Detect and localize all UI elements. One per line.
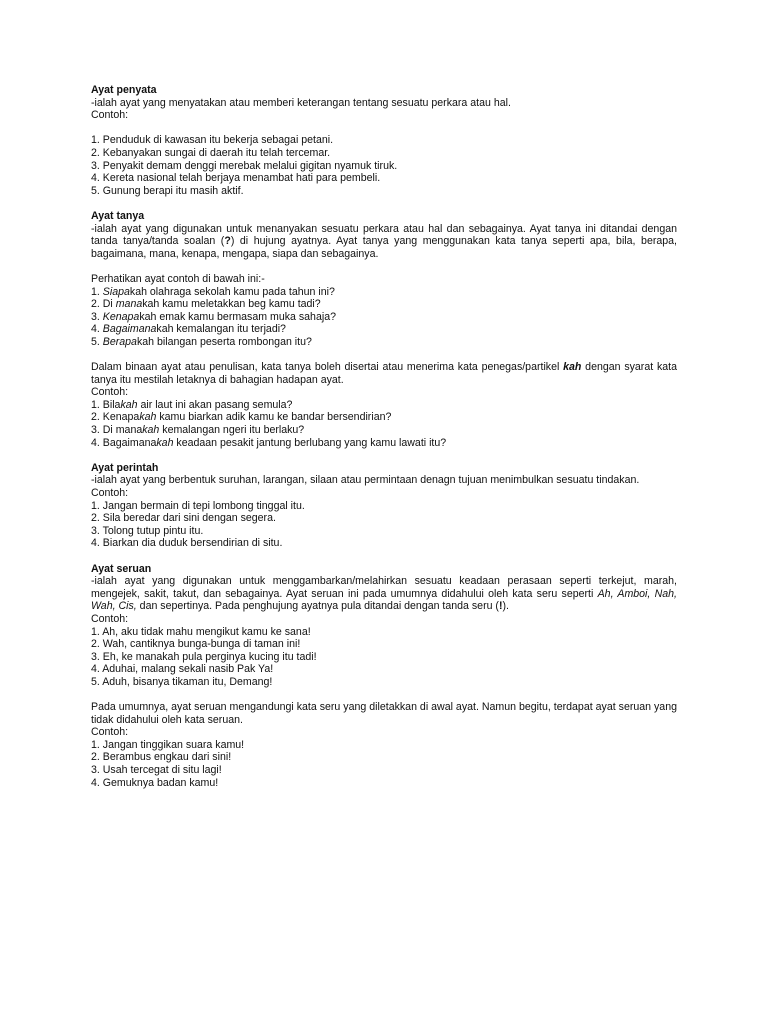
list-item: 4. Bagaimanakah kemalangan itu terjadi? xyxy=(91,323,286,336)
list-item: 1. Jangan bermain di tepi lombong tinggal itu. xyxy=(91,499,305,512)
list-item: 1. Siapakah olahraga sekolah kamu pada tahun ini? xyxy=(91,285,335,298)
list-item: 2. Di manakah kamu meletakkan beg kamu tadi? xyxy=(91,298,321,311)
question-mark: ? xyxy=(224,235,231,248)
example-list-seruan-2 xyxy=(91,739,677,789)
definition-seruan: -ialah ayat yang digunakan untuk menggambarkan/melahirkan sesuatu keadaan perasaan seperti terkejut, marah, mengejek, sakit, takut, dan sebagainya. Ayat seruan ini pada umumnya didahului oleh kata seru seperti Ah, Amboi, Nah, Wah, Cis, dan sepertinya. Pada penghujung ayatnya pula ditandai dengan tanda seru (!). xyxy=(91,575,677,613)
list-item: 4. Aduhai, malang sekali nasib Pak Ya! xyxy=(91,663,274,676)
list-item: 5. Gunung berapi itu masih aktif. xyxy=(91,184,244,197)
example-list-tanya-1 xyxy=(91,286,677,349)
definition-tanya: -ialah ayat yang digunakan untuk menanyakan sesuatu perkara atau hal dan sebagainya. Ayat tanya ini ditandai dengan tanda tanya/tanda soalan (?) di hujung ayatnya. Ayat tanya yang menggunakan kata tanya seperti apa, bila, berapa, bagaimana, mana, kenapa, mengapa, siapa dan sebagainya. xyxy=(91,222,677,260)
contoh-label: Contoh: xyxy=(91,487,129,499)
document-content xyxy=(91,84,677,789)
contoh-label: Contoh: xyxy=(91,386,129,399)
section-heading-tanya: Ayat tanya xyxy=(91,209,145,222)
list-item: 4. Biarkan dia duduk bersendirian di situ. xyxy=(91,537,283,550)
list-item: 3. Tolong tutup pintu itu. xyxy=(91,524,204,537)
example-list-penyata xyxy=(91,134,677,197)
list-item: 3. Di manakah kemalangan ngeri itu berlaku? xyxy=(91,424,305,437)
list-item: 1. Ah, aku tidak mahu mengikut kamu ke sana! xyxy=(91,625,311,638)
list-item: 1. Penduduk di kawasan itu bekerja sebagai petani. xyxy=(91,134,334,147)
list-item: 4. Gemuknya badan kamu! xyxy=(91,776,219,789)
contoh-label: Contoh: xyxy=(91,612,129,625)
list-item: 3. Usah tercegat di situ lagi! xyxy=(91,764,222,777)
exclamation-mark: ! xyxy=(498,600,503,613)
example-list-seruan-1 xyxy=(91,626,677,689)
paragraph-seruan-note: Pada umumnya, ayat seruan mengandungi kata seru yang diletakkan di awal ayat. Namun begitu, terdapat ayat seruan yang tidak didahului oleh kata seruan. xyxy=(91,701,677,726)
paragraph-partikel-kah: Dalam binaan ayat atau penulisan, kata tanya boleh disertai atau menerima kata penegas/partikel kah dengan syarat kata tanya itu mestilah letaknya di bahagian hadapan ayat. xyxy=(91,361,677,386)
list-item: 2. Berambus engkau dari sini! xyxy=(91,751,232,764)
contoh-label: Contoh: xyxy=(91,109,129,122)
section-heading-seruan: Ayat seruan xyxy=(91,562,152,575)
list-item: 4. Bagaimanakah keadaan pesakit jantung berlubang yang kamu lawati itu? xyxy=(91,436,447,449)
list-item: 5. Aduh, bisanya tikaman itu, Demang! xyxy=(91,675,273,688)
list-item: 2. Kenapakah kamu biarkan adik kamu ke bandar bersendirian? xyxy=(91,411,392,424)
list-item: 3. Penyakit demam denggi merebak melalui gigitan nyamuk tiruk. xyxy=(91,159,398,172)
example-list-tanya-2 xyxy=(91,399,677,449)
definition-penyata: -ialah ayat yang menyatakan atau memberi keterangan tentang sesuatu perkara atau hal. xyxy=(91,96,511,109)
list-item: 5. Berapakah bilangan peserta rombongan itu? xyxy=(91,335,312,348)
list-item: 3. Eh, ke manakah pula perginya kucing itu tadi! xyxy=(91,650,317,663)
list-item: 1. Jangan tinggikan suara kamu! xyxy=(91,738,245,751)
list-item: 3. Kenapakah emak kamu bermasam muka sahaja? xyxy=(91,310,336,323)
example-list-perintah xyxy=(91,500,677,550)
list-item: 2. Wah, cantiknya bunga-bunga di taman ini! xyxy=(91,638,301,651)
list-item: 2. Sila beredar dari sini dengan segera. xyxy=(91,512,276,525)
contoh-label: Contoh: xyxy=(91,726,129,739)
examples-intro: Perhatikan ayat contoh di bawah ini:- xyxy=(91,272,265,285)
list-item: 1. Bilakah air laut ini akan pasang semula? xyxy=(91,398,293,411)
section-heading-penyata: Ayat penyata xyxy=(91,84,157,96)
list-item: 4. Kereta nasional telah berjaya menambat hati para pembeli. xyxy=(91,172,381,185)
section-heading-perintah: Ayat perintah xyxy=(91,461,159,474)
kah-emphasis: kah xyxy=(563,361,582,374)
list-item: 2. Kebanyakan sungai di daerah itu telah tercemar. xyxy=(91,146,331,159)
definition-perintah: -ialah ayat yang berbentuk suruhan, larangan, silaan atau permintaan denagn tujuan menimbulkan sesuatu tindakan. xyxy=(91,474,640,487)
